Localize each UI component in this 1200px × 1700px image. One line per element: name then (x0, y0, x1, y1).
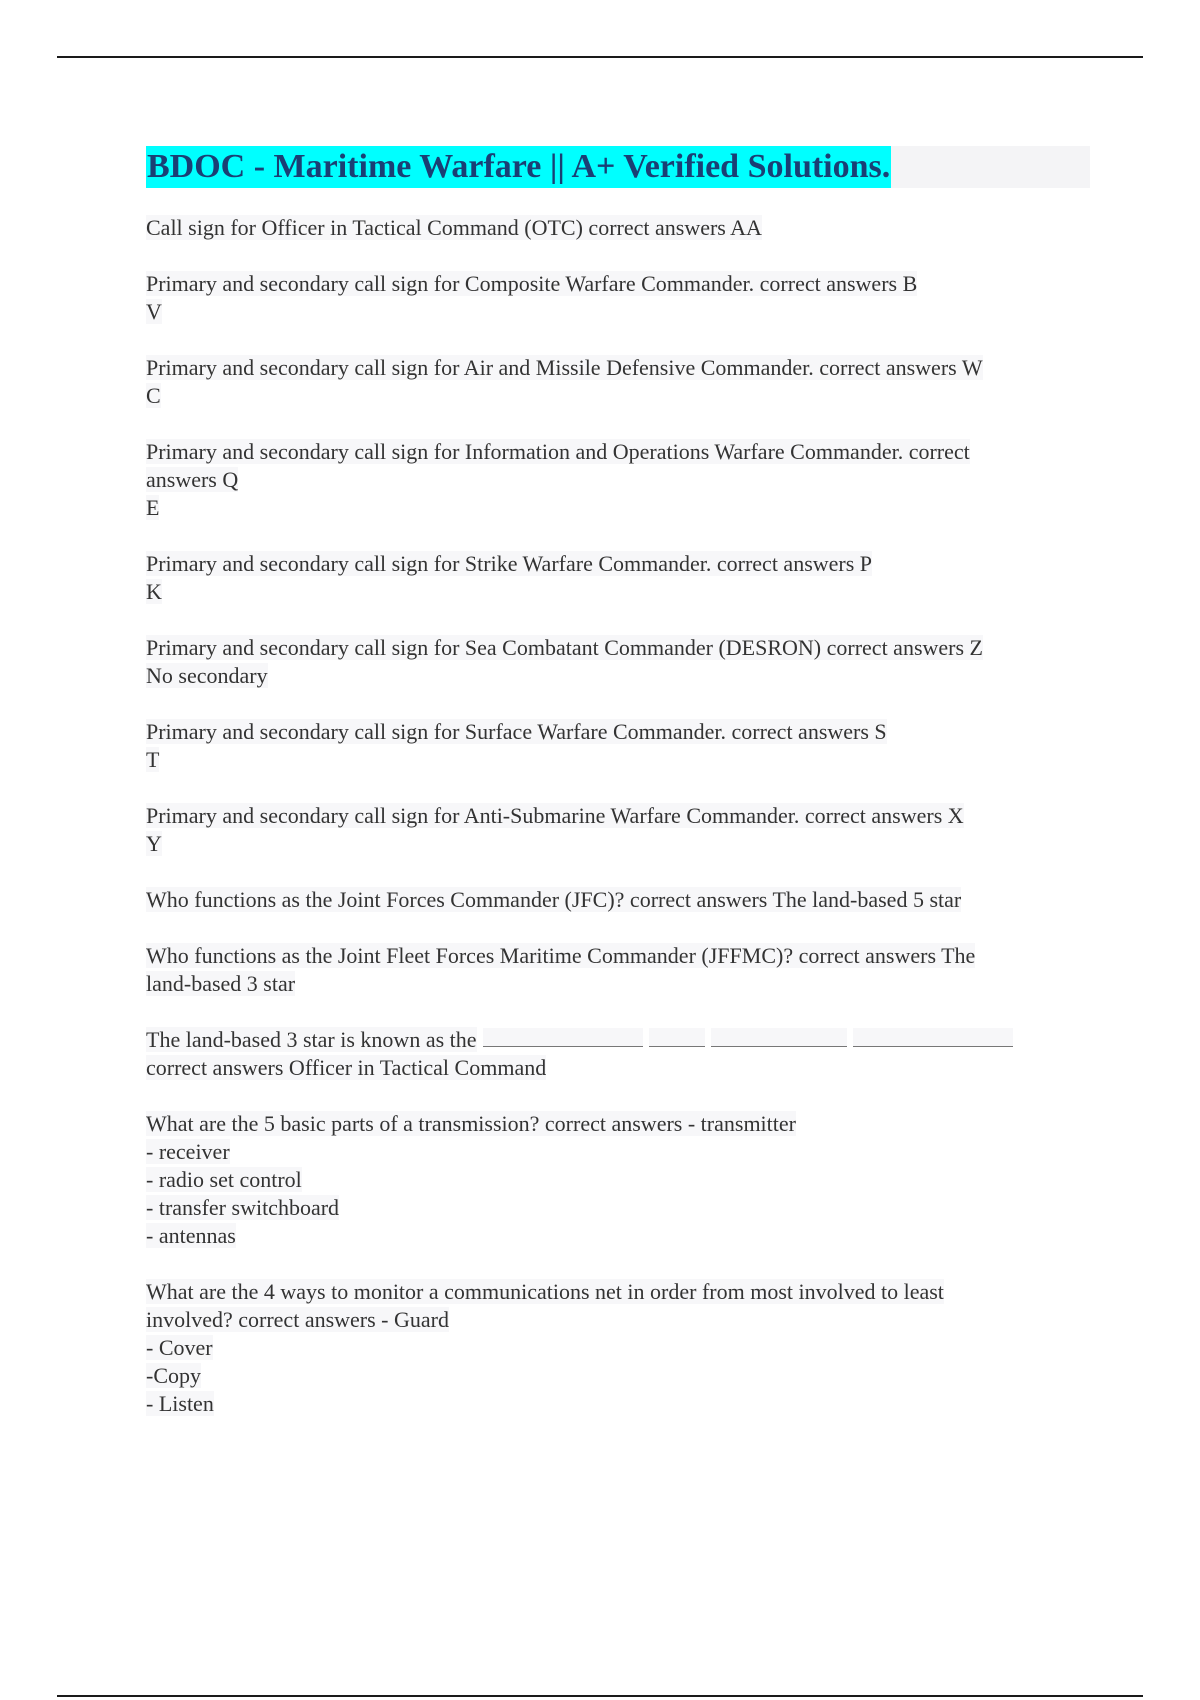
qa-line: Primary and secondary call sign for Composite Warfare Commander. correct answers B (146, 271, 918, 296)
qa-line: - Listen (146, 1391, 214, 1416)
qa-line: V (146, 299, 162, 324)
bottom-rule (57, 1695, 1143, 1697)
qa-line: T (146, 747, 160, 772)
fill-in-blank (483, 1028, 643, 1047)
fill-in-blank (711, 1028, 847, 1047)
qa-item (146, 634, 1090, 690)
qa-line: E (146, 495, 160, 520)
qa-item (146, 1026, 1090, 1082)
qa-line: Who functions as the Joint Fleet Forces Maritime Commander (JFFMC)? correct answers The (146, 943, 976, 968)
qa-line: No secondary (146, 663, 268, 688)
qa-line: - radio set control (146, 1167, 302, 1192)
qa-line: The land-based 3 star is known as the (146, 1027, 477, 1052)
fill-in-blank (649, 1028, 705, 1047)
qa-line: Primary and secondary call sign for Strike Warfare Commander. correct answers P (146, 551, 873, 576)
qa-item (146, 354, 1090, 410)
qa-line: K (146, 579, 162, 604)
qa-line: answers Q (146, 467, 239, 492)
qa-item (146, 718, 1090, 774)
qa-line: - receiver (146, 1139, 230, 1164)
qa-line: - Cover (146, 1335, 213, 1360)
fill-in-blank (853, 1028, 1013, 1047)
qa-line: Primary and secondary call sign for Anti-Submarine Warfare Commander. correct answers X (146, 803, 964, 828)
top-rule (57, 56, 1143, 58)
qa-line: Primary and secondary call sign for Sea Combatant Commander (DESRON) correct answers Z (146, 635, 983, 660)
qa-item (146, 1110, 1090, 1250)
qa-item (146, 1278, 1090, 1418)
qa-line: land-based 3 star (146, 971, 296, 996)
qa-item (146, 438, 1090, 522)
qa-item (146, 886, 1090, 914)
qa-line: What are the 4 ways to monitor a communications net in order from most involved to least (146, 1279, 944, 1304)
qa-item (146, 942, 1090, 998)
qa-line: Who functions as the Joint Forces Commander (JFC)? correct answers The land-based 5 star (146, 887, 962, 912)
qa-line: Primary and secondary call sign for Information and Operations Warfare Commander. correct (146, 439, 970, 464)
document-title: BDOC - Maritime Warfare || A+ Verified Solutions. (146, 146, 891, 188)
qa-item (146, 214, 1090, 242)
qa-line: Primary and secondary call sign for Air and Missile Defensive Commander. correct answers W (146, 355, 983, 380)
document-body (146, 146, 1090, 1446)
qa-item (146, 802, 1090, 858)
qa-line: - transfer switchboard (146, 1195, 340, 1220)
qa-line: - antennas (146, 1223, 236, 1248)
qa-line: Call sign for Officer in Tactical Command (OTC) correct answers AA (146, 215, 762, 240)
qa-line: C (146, 383, 161, 408)
title-band (146, 146, 1090, 188)
qa-line: -Copy (146, 1363, 201, 1388)
qa-line: Y (146, 831, 162, 856)
qa-line: What are the 5 basic parts of a transmission? correct answers - transmitter (146, 1111, 796, 1136)
qa-item (146, 270, 1090, 326)
qa-item (146, 550, 1090, 606)
qa-line: correct answers Officer in Tactical Command (146, 1055, 547, 1080)
qa-line: Primary and secondary call sign for Surface Warfare Commander. correct answers S (146, 719, 887, 744)
qa-line: involved? correct answers - Guard (146, 1307, 449, 1332)
